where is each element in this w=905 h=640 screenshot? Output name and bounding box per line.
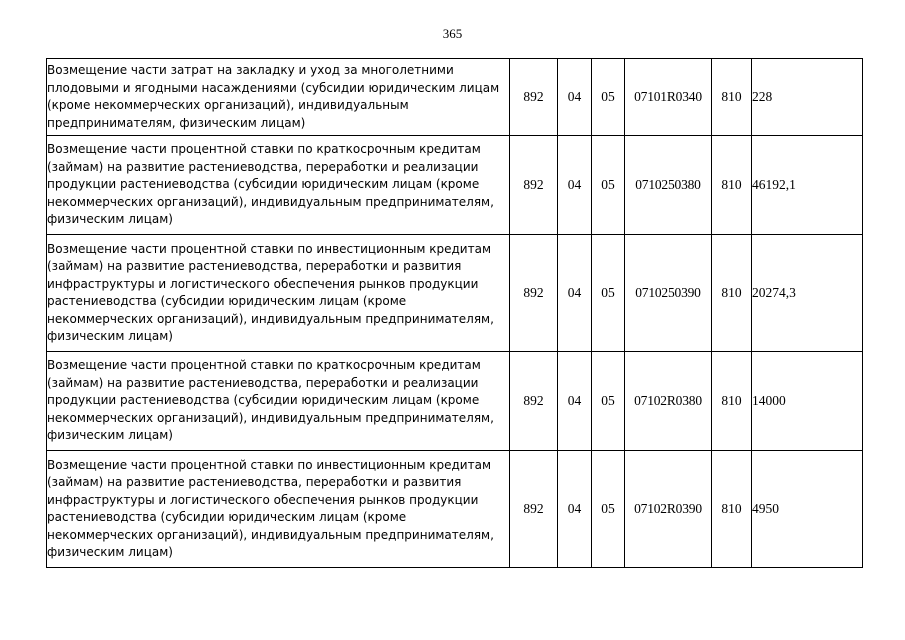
- description-line: некоммерческих организаций), индивидуальным предпринимателям,: [47, 194, 494, 209]
- description-line: некоммерческих организаций), индивидуальным предпринимателям,: [47, 311, 494, 326]
- description-line: некоммерческих организаций), индивидуальным предпринимателям,: [47, 527, 494, 542]
- ministry-code: 892: [510, 352, 558, 451]
- table-row: [47, 352, 863, 451]
- description-line: физическим лицам): [47, 329, 173, 343]
- expense-description: [47, 352, 510, 451]
- description-line: Возмещение части процентной ставки по инвестиционным кредитам: [47, 241, 491, 256]
- description-line: (займам) на развитие растениеводства, переработки и реализации: [47, 159, 479, 174]
- section-code: 04: [558, 235, 592, 352]
- ministry-code: 892: [510, 59, 558, 136]
- description-line: (займам) на развитие растениеводства, переработки и реализации: [47, 375, 479, 390]
- page-number: 365: [442, 26, 463, 41]
- description-line: некоммерческих организаций), индивидуальным предпринимателям,: [47, 410, 494, 425]
- expense-type-code: 810: [712, 352, 752, 451]
- description-line: физическим лицам): [47, 212, 173, 227]
- amount-value: 4950: [752, 451, 863, 568]
- subsection-code: 05: [592, 352, 625, 451]
- subsection-code: 05: [592, 235, 625, 352]
- amount-value: 46192,1: [752, 136, 863, 235]
- description-line: Возмещение части процентной ставки по инвестиционным кредитам: [47, 457, 491, 472]
- section-code: 04: [558, 136, 592, 235]
- description-line: инфраструктуры и логистического обеспечения рынков продукции: [47, 492, 479, 507]
- target-article-code: 07101R0340: [625, 59, 712, 136]
- expense-description: [47, 136, 510, 235]
- description-line: плодовыми и ягодными насаждениями (субсидии юридическим лицам: [47, 80, 500, 95]
- description-line: инфраструктуры и логистического обеспечения рынков продукции: [47, 276, 479, 291]
- description-line: предпринимателям, физическим лицам): [47, 115, 306, 130]
- expense-type-code: 810: [712, 451, 752, 568]
- subsection-code: 05: [592, 59, 625, 136]
- description-line: Возмещение части затрат на закладку и уход за многолетними: [47, 63, 454, 77]
- description-line: Возмещение части процентной ставки по краткосрочным кредитам: [47, 142, 481, 157]
- expense-type-code: 810: [712, 235, 752, 352]
- budget-table: [46, 58, 863, 568]
- description-line: Возмещение части процентной ставки по краткосрочным кредитам: [47, 358, 481, 373]
- expense-type-code: 810: [712, 59, 752, 136]
- expense-type-code: 810: [712, 136, 752, 235]
- ministry-code: 892: [510, 235, 558, 352]
- section-code: 04: [558, 59, 592, 136]
- description-line: растениеводства (субсидии юридическим лицам (кроме: [47, 294, 407, 308]
- amount-value: 14000: [752, 352, 863, 451]
- target-article-code: 0710250390: [625, 235, 712, 352]
- ministry-code: 892: [510, 451, 558, 568]
- amount-value: 20274,3: [752, 235, 863, 352]
- description-line: (займам) на развитие растениеводства, переработки и развития: [47, 475, 462, 489]
- description-line: (кроме некоммерческих организаций), индивидуальным: [47, 98, 409, 112]
- description-line: растениеводства (субсидии юридическим лицам (кроме: [47, 510, 407, 524]
- table-row: [47, 451, 863, 568]
- target-article-code: 07102R0380: [625, 352, 712, 451]
- subsection-code: 05: [592, 451, 625, 568]
- expense-description: [47, 451, 510, 568]
- table-row: [47, 136, 863, 235]
- table-row: [47, 235, 863, 352]
- ministry-code: 892: [510, 136, 558, 235]
- expense-description: [47, 235, 510, 352]
- description-line: физическим лицам): [47, 545, 173, 559]
- table-row: [47, 59, 863, 136]
- description-line: физическим лицам): [47, 428, 173, 443]
- target-article-code: 0710250380: [625, 136, 712, 235]
- target-article-code: 07102R0390: [625, 451, 712, 568]
- section-code: 04: [558, 352, 592, 451]
- description-line: продукции растениеводства (субсидии юридическим лицам (кроме: [47, 393, 480, 408]
- expense-description: [47, 59, 510, 136]
- subsection-code: 05: [592, 136, 625, 235]
- description-line: продукции растениеводства (субсидии юридическим лицам (кроме: [47, 177, 480, 192]
- section-code: 04: [558, 451, 592, 568]
- amount-value: 228: [752, 59, 863, 136]
- description-line: (займам) на развитие растениеводства, переработки и развития: [47, 259, 462, 273]
